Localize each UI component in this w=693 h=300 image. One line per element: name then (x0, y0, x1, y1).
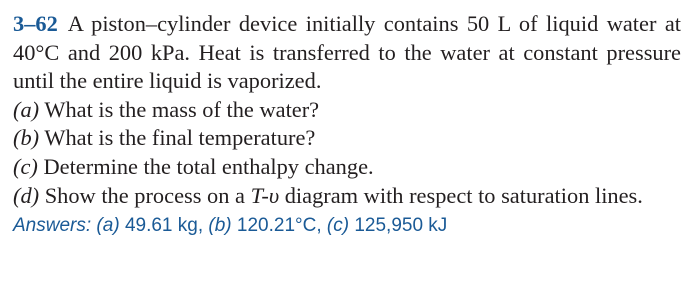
question-text-after: diagram with respect to saturation lines. (284, 182, 643, 208)
question-label: (c) (13, 153, 38, 179)
answers-prefix: Answers: (13, 215, 92, 237)
problem-statement (13, 10, 681, 96)
answer-label: (b) (208, 215, 232, 237)
question-label: (a) (13, 96, 40, 122)
answer-value: 49.61 kg, (124, 215, 204, 237)
question-label: (b) (13, 125, 40, 151)
answers-line (13, 213, 681, 239)
question-d (13, 182, 681, 211)
answer-value: 120.21°C, (236, 215, 322, 237)
question-text: What is the final temperature? (44, 125, 316, 151)
question-text: Determine the total enthalpy change. (43, 153, 374, 179)
problem-number: 3–62 (13, 11, 58, 36)
problem-text: A piston–cylinder device initially contains 50 L of liquid water at 40°C and 200 kPa. Heat is transferred to the water at constant pressure until the entire liquid is vaporized. (13, 11, 681, 94)
answer-label: (c) (326, 215, 350, 237)
problem-block (13, 10, 681, 239)
answer-label: (a) (96, 215, 120, 237)
question-c (13, 153, 681, 182)
diagram-symbol: T-υ (250, 182, 280, 208)
answer-value: 125,950 kJ (354, 215, 448, 237)
question-b (13, 124, 681, 153)
question-text-before: Show the process on a (44, 182, 245, 208)
question-a (13, 96, 681, 125)
question-text: What is the mass of the water? (44, 96, 320, 122)
question-label: (d) (13, 182, 40, 208)
